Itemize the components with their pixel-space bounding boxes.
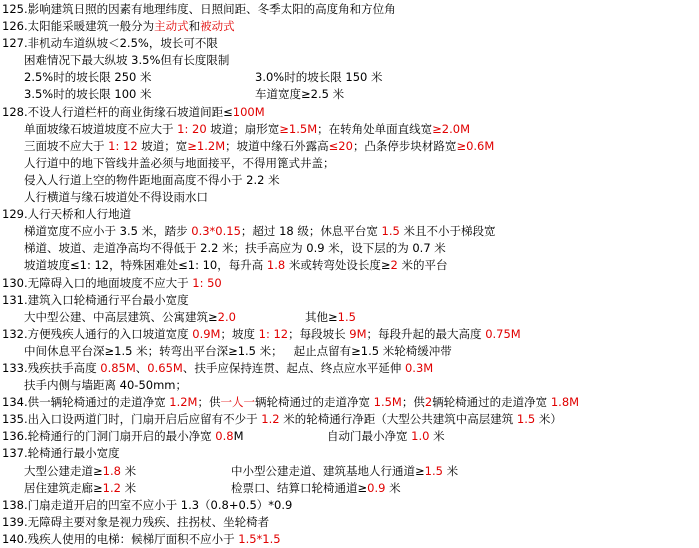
text-line bbox=[0, 360, 699, 377]
text-line bbox=[0, 480, 699, 497]
text-segment: 127.非机动车道纵坡＜2.5%，坡长可不限 bbox=[2, 36, 218, 51]
highlighted-value: 1.2M bbox=[169, 395, 198, 410]
highlighted-value: 1.5M bbox=[373, 395, 402, 410]
text-segment: 检票口、结算口轮椅通道≥ bbox=[231, 480, 368, 495]
highlighted-value: 0.8 bbox=[215, 429, 234, 444]
text-segment: 米 bbox=[120, 480, 137, 495]
text-segment: 人行道中的地下管线井盖必须与地面接平，不得用篦式井盖； bbox=[24, 155, 335, 170]
text-segment: 137.轮椅通行最小宽度 bbox=[2, 446, 120, 461]
highlighted-value: 1.5*1.5 bbox=[238, 531, 281, 546]
text-line bbox=[0, 326, 699, 343]
highlighted-value: 1.8M bbox=[550, 395, 580, 410]
text-column bbox=[255, 86, 344, 103]
text-segment: 131.建筑入口轮椅通行平台最小宽度 bbox=[2, 292, 189, 307]
text-segment: 138.门扇走道开启的凹室不应小于 1.3（0.8+0.5）*0.9 bbox=[2, 497, 293, 512]
text-segment: 三面坡不应大于 bbox=[24, 138, 109, 153]
text-column bbox=[231, 463, 458, 480]
highlighted-value: ≥0.6M bbox=[456, 138, 495, 153]
text-segment: 大型公建走道≥ bbox=[24, 463, 103, 478]
highlighted-value: 0.75M bbox=[485, 326, 521, 341]
highlighted-value: 1.5 bbox=[424, 463, 443, 478]
highlighted-value: 0.3M bbox=[404, 360, 434, 375]
highlighted-value: ≥1.5M bbox=[279, 121, 318, 136]
text-segment: 梯道宽度不应小于 3.5 米，踏步 bbox=[24, 224, 192, 239]
text-segment: 侵入人行道上空的物件距地面高度不得小于 2.2 米 bbox=[24, 172, 280, 187]
text-column bbox=[327, 428, 445, 445]
highlighted-value: 1.2 bbox=[261, 412, 280, 427]
text-line bbox=[0, 155, 699, 172]
highlighted-value: ≥2.0M bbox=[432, 121, 471, 136]
text-line bbox=[0, 206, 699, 223]
text-segment: ；每段坡长 bbox=[288, 326, 350, 341]
highlighted-value: 1.5 bbox=[337, 309, 356, 324]
text-segment: 米 bbox=[385, 480, 401, 495]
highlighted-value: 2 bbox=[390, 258, 398, 273]
text-segment: 135.出入口设两道门时，门扇开启后应留有不少于 bbox=[2, 412, 262, 427]
text-segment: 125.影响建筑日照的因素有地理纬度、日照间距、冬季太阳的高度角和方位角 bbox=[2, 2, 396, 16]
highlighted-value: 1.2 bbox=[102, 480, 121, 495]
text-line bbox=[0, 309, 699, 326]
text-line bbox=[0, 411, 699, 428]
text-segment: ；超过 18 级；休息平台宽 bbox=[240, 224, 382, 239]
text-line bbox=[0, 257, 699, 274]
highlighted-value: 1.8 bbox=[102, 463, 121, 478]
text-segment: 居住建筑走廊≥ bbox=[24, 480, 103, 495]
text-line bbox=[0, 377, 699, 394]
text-segment: ；在转角处单面直线宽 bbox=[317, 121, 433, 136]
text-line bbox=[0, 275, 699, 292]
text-segment: 自动门最小净宽 bbox=[327, 429, 412, 444]
highlighted-value: 1: 20 bbox=[177, 121, 207, 136]
text-segment: 坡道坡度≤1: 12，特殊困难处≤1: 10，每升高 bbox=[24, 258, 267, 273]
text-segment: 130.无障碍入口的地面坡度不应大于 bbox=[2, 275, 193, 290]
text-segment: 梯道、坡道、走道净高均不得低于 2.2 米；扶手高应为 0.9 米，设下层的为 0.7 米 bbox=[24, 241, 446, 256]
text-segment: ；坡道中缘石外露高 bbox=[225, 138, 329, 153]
text-segment: 坡道；扇形宽 bbox=[206, 121, 280, 136]
highlighted-value: 1.5 bbox=[381, 224, 400, 239]
text-segment: 139.无障碍主要对象是视力残疾、拄拐杖、坐轮椅者 bbox=[2, 514, 270, 529]
text-segment: 车道宽度≥2.5 米 bbox=[255, 87, 345, 102]
text-column bbox=[255, 69, 382, 86]
text-segment: 132.方便残疾人通行的入口坡道宽度 bbox=[2, 326, 193, 341]
text-column bbox=[231, 480, 401, 497]
highlighted-value: 主动式 bbox=[154, 19, 189, 34]
highlighted-value: 0.9 bbox=[367, 480, 386, 495]
text-segment: M bbox=[233, 429, 244, 444]
text-line bbox=[0, 445, 699, 462]
text-segment: 辆轮椅通过的走道净宽 bbox=[254, 395, 374, 410]
text-segment: 人行横道与缘石坡道处不得设雨水口 bbox=[24, 190, 208, 205]
highlighted-value: 100M bbox=[232, 104, 265, 119]
text-line bbox=[0, 189, 699, 206]
text-segment: 米或转弯处设长度≥ bbox=[285, 258, 391, 273]
text-line bbox=[0, 514, 699, 531]
text-segment: 、扶手应保持连贯、起点、终点应水平延伸 bbox=[182, 360, 405, 375]
text-line bbox=[0, 394, 699, 411]
text-line bbox=[0, 52, 699, 69]
text-line bbox=[0, 240, 699, 257]
highlighted-value: 0.9M bbox=[192, 326, 221, 341]
text-segment: ；坡度 bbox=[220, 326, 259, 341]
text-segment: 米且不小于梯段宽 bbox=[399, 224, 496, 239]
text-segment: 140.残疾人使用的电梯：候梯厅面积不应小于 bbox=[2, 531, 239, 546]
highlighted-value: 0.85M bbox=[100, 360, 136, 375]
highlighted-value: 1.0 bbox=[411, 429, 430, 444]
text-line bbox=[0, 531, 699, 548]
text-segment: ；每段升起的最大高度 bbox=[366, 326, 486, 341]
highlighted-value: 一人一 bbox=[220, 395, 255, 410]
text-segment: 米 bbox=[120, 463, 137, 478]
highlighted-value: 0.3*0.15 bbox=[191, 224, 241, 239]
text-line bbox=[0, 343, 699, 360]
highlighted-value: 1: 50 bbox=[192, 275, 222, 290]
text-segment: 米的轮椅通行净距（大型公共建筑中高层建筑 bbox=[279, 412, 517, 427]
text-segment: 136.轮椅通行的门洞门扇开启的最小净宽 bbox=[2, 429, 216, 444]
highlighted-value: 9M bbox=[349, 326, 367, 341]
text-segment: 3.5%时的坡长限 100 米 bbox=[24, 87, 152, 102]
text-segment: 单面坡缘石坡道坡度不应大于 bbox=[24, 121, 178, 136]
text-segment: 扶手内侧与墙距离 40-50mm； bbox=[24, 378, 187, 393]
text-segment: 129.人行天桥和人行地道 bbox=[2, 207, 132, 222]
text-segment: 134.供一辆轮椅通过的走道净宽 bbox=[2, 395, 170, 410]
text-segment: 中小型公建走道、建筑基地人行通道≥ bbox=[231, 463, 425, 478]
highlighted-value: 1.5 bbox=[516, 412, 536, 427]
text-segment: 米 bbox=[442, 463, 459, 478]
highlighted-value: 被动式 bbox=[200, 19, 235, 34]
text-line bbox=[0, 1, 699, 18]
text-line bbox=[0, 463, 699, 480]
text-line bbox=[0, 86, 699, 103]
text-segment: 辆轮椅通过的走道净宽 bbox=[432, 395, 551, 410]
text-segment: 米） bbox=[535, 412, 562, 427]
highlighted-value: 1.8 bbox=[266, 258, 286, 273]
highlighted-value: ≤20 bbox=[328, 138, 353, 153]
highlighted-value: 0.65M bbox=[147, 360, 183, 375]
text-line bbox=[0, 223, 699, 240]
text-line bbox=[0, 104, 699, 121]
text-line bbox=[0, 69, 699, 86]
highlighted-value: 1: 12 bbox=[258, 326, 289, 341]
text-segment: ；供 bbox=[401, 395, 425, 410]
text-segment: 3.0%时的坡长限 150 米 bbox=[255, 70, 383, 85]
text-segment: 128.不设人行道栏杆的商业街缘石坡道间距≤ bbox=[2, 104, 233, 119]
text-segment: 中间休息平台深≥1.5 米；转弯出平台深≥1.5 米； 起止点留有≥1.5 米轮椅缓冲带 bbox=[24, 343, 452, 358]
highlighted-value: 1: 12 bbox=[108, 138, 138, 153]
text-segment: ；供 bbox=[197, 395, 221, 410]
text-segment: 、 bbox=[135, 360, 148, 375]
text-segment: 126.太阳能采暖建筑一般分为 bbox=[2, 19, 155, 34]
text-segment: 2.5%时的坡长限 250 米 bbox=[24, 70, 152, 85]
highlighted-value: ≥1.2M bbox=[187, 138, 226, 153]
highlighted-value: 2.0 bbox=[217, 309, 236, 324]
text-segment: 133.残疾扶手高度 bbox=[2, 360, 101, 375]
text-line bbox=[0, 138, 699, 155]
text-segment: 和 bbox=[188, 19, 201, 34]
text-segment: 其他≥ bbox=[305, 309, 338, 324]
text-line bbox=[0, 497, 699, 514]
text-column bbox=[305, 309, 356, 326]
text-segment: ；凸条停步块材路宽 bbox=[352, 138, 457, 153]
text-line bbox=[0, 121, 699, 138]
text-segment: 坡道；宽 bbox=[137, 138, 188, 153]
highlighted-value: 2 bbox=[424, 395, 433, 410]
text-line bbox=[0, 292, 699, 309]
text-segment: 米的平台 bbox=[397, 258, 448, 273]
text-segment: 困难情况下最大纵坡 3.5%但有长度限制 bbox=[24, 53, 230, 68]
text-line bbox=[0, 35, 699, 52]
text-segment: 米 bbox=[429, 429, 445, 444]
text-line bbox=[0, 172, 699, 189]
text-line bbox=[0, 18, 699, 35]
text-line bbox=[0, 428, 699, 445]
text-segment: 大中型公建、中高层建筑、公寓建筑≥ bbox=[24, 309, 218, 324]
